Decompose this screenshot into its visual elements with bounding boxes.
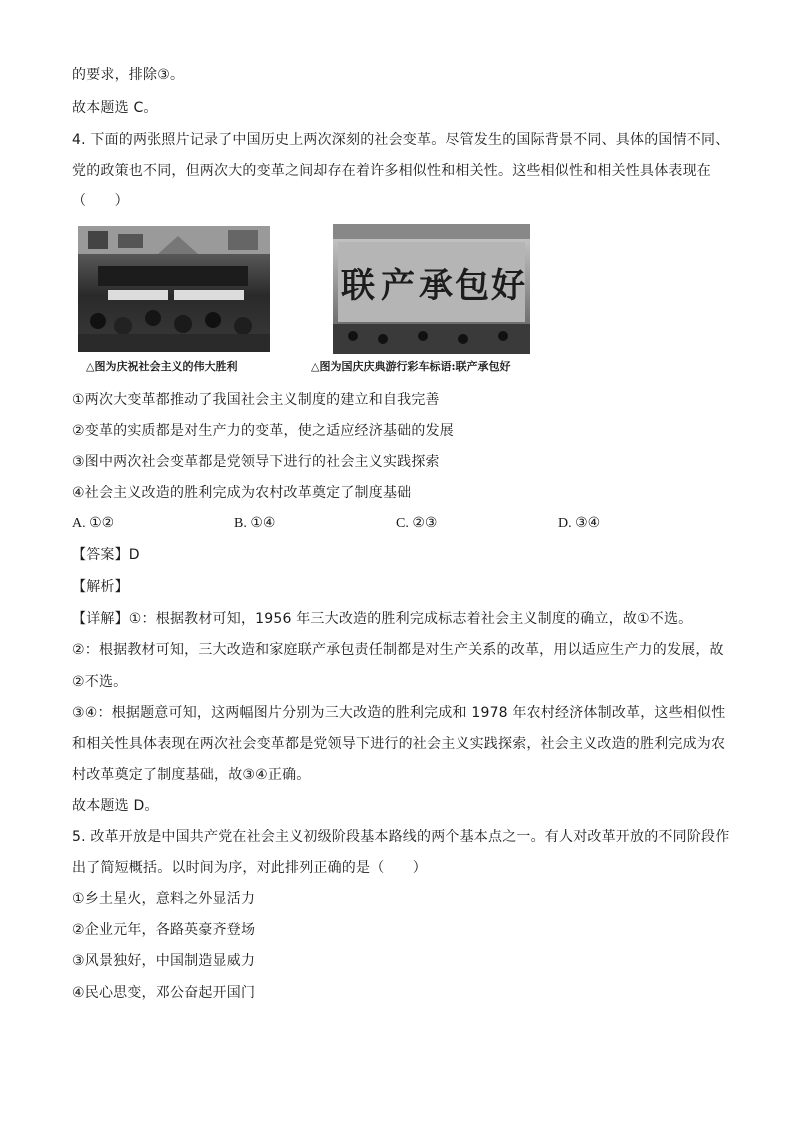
option-d: D. ③④ [558, 516, 601, 531]
answer-label: 【答案】D [72, 547, 140, 563]
analysis-detail: ③④：根据题意可知，这两幅图片分别为三大改造的胜利完成和 1978 年农村经济体制改革，这些相似性 [72, 705, 726, 721]
question-5-stem: 出了简短概括。以时间为序，对此排列正确的是（ ） [72, 860, 427, 876]
statement-4: ④社会主义改造的胜利完成为农村改革奠定了制度基础 [72, 485, 412, 501]
question-5-item-3: ③风景独好，中国制造显威力 [72, 953, 256, 969]
option-b: B. ①④ [234, 516, 276, 531]
question-4-blank: （ ） [72, 193, 129, 209]
statement-1: ①两次大变革都推动了我国社会主义制度的建立和自我完善 [72, 392, 440, 408]
question-5-item-2: ②企业元年，各路英豪齐登场 [72, 922, 256, 938]
analysis-detail: ②不选。 [72, 674, 128, 690]
banner-character: 包 [455, 266, 489, 306]
photo-caption-right: △图为国庆庆典游行彩车标语:联产承包好 [311, 360, 511, 373]
question-4-stem: 党的政策也不同，但两次大的变革之间却存在着许多相似性和相关性。这些相似性和相关性具体表现在 [72, 163, 711, 179]
banner-character: 好 [491, 266, 525, 306]
photo-household-contract [333, 224, 530, 354]
question-5-item-1: ①乡土星火，意料之外显活力 [72, 891, 256, 907]
analysis-detail: 【详解】①：根据教材可知，1956 年三大改造的胜利完成标志着社会主义制度的确立，故①不选。 [72, 611, 693, 627]
analysis-detail: 和相关性具体表现在两次社会变革都是党领导下进行的社会主义实践探索，社会主义改造的胜利完成为农 [72, 736, 726, 752]
analysis-detail: 村改革奠定了制度基础，故③④正确。 [72, 767, 311, 783]
option-a: A. ①② [72, 516, 115, 531]
banner-character: 产 [381, 266, 415, 306]
statement-3: ③图中两次社会变革都是党领导下进行的社会主义实践探索 [72, 454, 440, 470]
text-line: 故本题选 C。 [72, 100, 158, 116]
crowd-illustration [78, 226, 270, 352]
question-5-stem: 5. 改革开放是中国共产党在社会主义初级阶段基本路线的两个基本点之一。有人对改革开放的不同阶段作 [72, 829, 730, 845]
option-c: C. ②③ [396, 516, 438, 531]
banner-character: 联 [341, 266, 375, 306]
analysis-label: 【解析】 [72, 579, 129, 595]
banner-character: 承 [419, 266, 453, 306]
analysis-detail: ②：根据教材可知，三大改造和家庭联产承包责任制都是对生产关系的改革，用以适应生产力的发展，故 [72, 642, 724, 658]
analysis-conclusion: 故本题选 D。 [72, 798, 159, 814]
text-line: 的要求，排除③。 [72, 67, 185, 83]
photo-socialist-victory [78, 226, 270, 352]
question-5-item-4: ④民心思变，邓公奋起开国门 [72, 985, 256, 1001]
photo-caption-left: △图为庆祝社会主义的伟大胜利 [86, 360, 238, 373]
question-4-stem: 4. 下面的两张照片记录了中国历史上两次深刻的社会变革。尽管发生的国际背景不同、具体的国情不同、 [72, 132, 730, 148]
statement-2: ②变革的实质都是对生产力的变革，使之适应经济基础的发展 [72, 423, 454, 439]
